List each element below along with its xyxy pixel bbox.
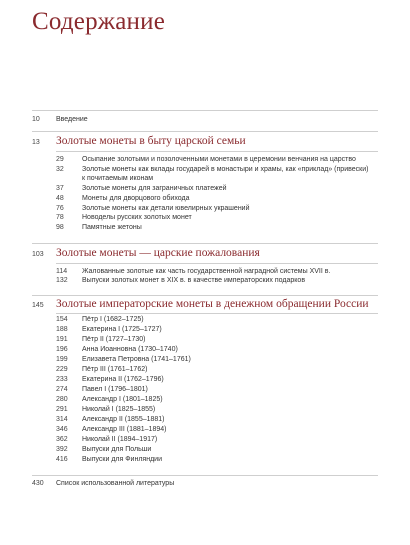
toc-page-number: 229 [56,366,68,373]
toc-entry: Новоделы русских золотых монет [82,214,192,221]
toc-entry: Выпуски для Польши [82,446,152,453]
toc-entry: Николай II (1894–1917) [82,436,158,443]
toc-page-number: 280 [56,396,68,403]
toc-entry: Выпуски золотых монет в XIX в. в качестве императорских подарков [82,277,306,284]
toc-page-number: 32 [56,166,64,173]
toc-page-number: 98 [56,224,64,231]
toc-page-number: 314 [56,416,68,423]
section-page-number: 145 [32,302,44,309]
section-heading: Золотые монеты в быту царской семьи [56,135,246,147]
toc-page-number: 291 [56,406,68,413]
section-page-number: 103 [32,251,44,258]
toc-entry: Павел I (1796–1801) [82,386,148,393]
toc-entry: Елизавета Петровна (1741–1761) [82,356,191,363]
toc-entry: Екатерина I (1725–1727) [82,326,162,333]
toc-page-number: 29 [56,156,64,163]
section-page-number: 13 [32,139,40,146]
toc-entry: Пётр II (1727–1730) [82,336,146,343]
toc-page-number: 48 [56,195,64,202]
toc-entry-bibliography: Список использованной литературы [56,480,175,487]
divider [32,295,378,296]
toc-entry: Памятные жетоны [82,224,142,231]
toc-entry: Екатерина II (1762–1796) [82,376,164,383]
toc-page-number: 76 [56,205,64,212]
toc-page-number: 78 [56,214,64,221]
toc-page-number: 191 [56,336,68,343]
toc-entry: Николай I (1825–1855) [82,406,156,413]
page-title: Содержание [32,8,165,35]
toc-page-number: 392 [56,446,68,453]
toc-entry: Монеты для дворцового обихода [82,195,190,202]
toc-page-number: 154 [56,316,68,323]
toc-page-number: 362 [56,436,68,443]
toc-entry-continuation: к почитаемым иконам [82,175,154,182]
toc-entry: Жалованные золотые как часть государственной наградной системы XVII в. [82,268,331,275]
toc-entry: Пётр I (1682–1725) [82,316,144,323]
toc-entry: Выпуски для Финляндии [82,456,162,463]
divider [56,313,378,314]
toc-entry: Анна Иоанновна (1730–1740) [82,346,178,353]
toc-entry: Золотые монеты для заграничных платежей [82,185,227,192]
section-heading: Золотые монеты — царские пожалования [56,247,260,259]
section-heading: Золотые императорские монеты в денежном обращении России [56,298,369,310]
toc-page-number: 10 [32,116,40,123]
toc-entry-intro: Введение [56,116,88,123]
divider [32,110,378,111]
toc-page-number: 199 [56,356,68,363]
toc-entry: Александр III (1881–1894) [82,426,167,433]
toc-page-number: 132 [56,277,68,284]
toc-page-number: 196 [56,346,68,353]
divider [32,243,378,244]
toc-page-number: 37 [56,185,64,192]
toc-entry: Золотые монеты как вклады государей в монастыри и храмы, как «приклад» (привески) [82,166,369,173]
toc-page-number: 114 [56,268,68,275]
toc-page-number: 416 [56,456,68,463]
toc-entry: Осыпание золотыми и позолоченными монетами в церемонии венчания на царство [82,156,356,163]
toc-page-number: 346 [56,426,68,433]
toc-page-number: 188 [56,326,68,333]
toc-entry: Александр I (1801–1825) [82,396,163,403]
toc-page-number: 274 [56,386,68,393]
divider [56,151,378,152]
toc-entry: Пётр III (1761–1762) [82,366,148,373]
toc-entry: Золотые монеты как детали ювелирных украшений [82,205,250,212]
toc-entry: Александр II (1855–1881) [82,416,165,423]
divider [56,263,378,264]
toc-page-number: 430 [32,480,44,487]
divider [32,131,378,132]
toc-page-number: 233 [56,376,68,383]
divider [32,475,378,476]
